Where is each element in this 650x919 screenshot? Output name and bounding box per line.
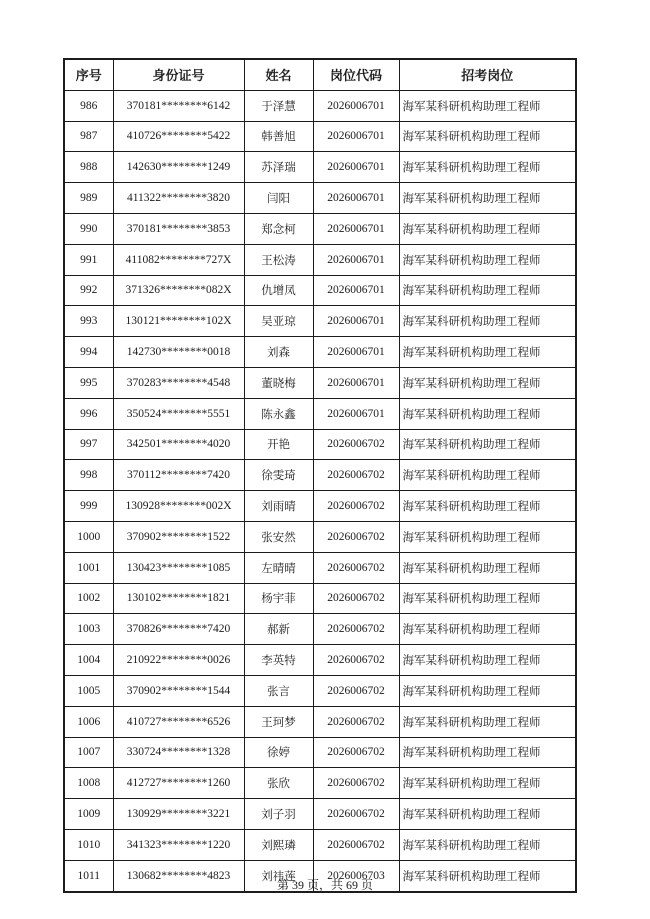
cell-position-code: 2026006701	[313, 337, 399, 368]
cell-serial: 986	[64, 90, 113, 121]
table-row	[64, 675, 576, 706]
cell-position-title: 海军某科研机构助理工程师	[399, 367, 576, 398]
cell-name: 刘森	[244, 337, 313, 368]
cell-id-number: 130121********102X	[113, 306, 244, 337]
table-row	[64, 398, 576, 429]
cell-name: 吴亚琼	[244, 306, 313, 337]
cell-serial: 1000	[64, 521, 113, 552]
table-row	[64, 799, 576, 830]
cell-position-code: 2026006702	[313, 614, 399, 645]
cell-serial: 1006	[64, 706, 113, 737]
cell-position-title: 海军某科研机构助理工程师	[399, 645, 576, 676]
cell-id-number: 371326********082X	[113, 275, 244, 306]
cell-id-number: 142730********0018	[113, 337, 244, 368]
cell-serial: 1002	[64, 583, 113, 614]
cell-id-number: 130102********1821	[113, 583, 244, 614]
cell-id-number: 330724********1328	[113, 737, 244, 768]
cell-position-title: 海军某科研机构助理工程师	[399, 552, 576, 583]
cell-position-title: 海军某科研机构助理工程师	[399, 860, 576, 891]
cell-position-title: 海军某科研机构助理工程师	[399, 799, 576, 830]
cell-position-code: 2026006702	[313, 768, 399, 799]
cell-name: 王珂梦	[244, 706, 313, 737]
cell-position-title: 海军某科研机构助理工程师	[399, 768, 576, 799]
cell-name: 仇增凤	[244, 275, 313, 306]
cell-position-code: 2026006701	[313, 398, 399, 429]
cell-position-title: 海军某科研机构助理工程师	[399, 614, 576, 645]
cell-id-number: 412727********1260	[113, 768, 244, 799]
cell-position-title: 海军某科研机构助理工程师	[399, 675, 576, 706]
table-row	[64, 645, 576, 676]
cell-position-title: 海军某科研机构助理工程师	[399, 521, 576, 552]
cell-position-code: 2026006702	[313, 645, 399, 676]
recruitment-candidates-table	[63, 58, 577, 893]
table-row	[64, 583, 576, 614]
cell-name: 闫阳	[244, 183, 313, 214]
table-row	[64, 552, 576, 583]
cell-id-number: 130423********1085	[113, 552, 244, 583]
cell-position-code: 2026006702	[313, 706, 399, 737]
cell-position-title: 海军某科研机构助理工程师	[399, 460, 576, 491]
cell-position-code: 2026006702	[313, 799, 399, 830]
cell-id-number: 342501********4020	[113, 429, 244, 460]
table-row	[64, 90, 576, 121]
cell-position-code: 2026006702	[313, 552, 399, 583]
table-row	[64, 275, 576, 306]
table-row	[64, 152, 576, 183]
cell-id-number: 411082********727X	[113, 244, 244, 275]
cell-serial: 1010	[64, 829, 113, 860]
cell-name: 徐婷	[244, 737, 313, 768]
cell-name: 王松涛	[244, 244, 313, 275]
cell-name: 郑念柯	[244, 213, 313, 244]
table-row	[64, 367, 576, 398]
cell-position-title: 海军某科研机构助理工程师	[399, 90, 576, 121]
cell-name: 张言	[244, 675, 313, 706]
table-row	[64, 737, 576, 768]
cell-position-title: 海军某科研机构助理工程师	[399, 429, 576, 460]
table-row	[64, 183, 576, 214]
cell-id-number: 130682********4823	[113, 860, 244, 891]
cell-position-code: 2026006702	[313, 429, 399, 460]
cell-id-number: 130928********002X	[113, 491, 244, 522]
cell-serial: 1001	[64, 552, 113, 583]
table-row	[64, 244, 576, 275]
table-row	[64, 306, 576, 337]
cell-serial: 1003	[64, 614, 113, 645]
cell-position-title: 海军某科研机构助理工程师	[399, 275, 576, 306]
cell-serial: 999	[64, 491, 113, 522]
cell-id-number: 130929********3221	[113, 799, 244, 830]
cell-id-number: 210922********0026	[113, 645, 244, 676]
cell-id-number: 370826********7420	[113, 614, 244, 645]
cell-id-number: 410727********6526	[113, 706, 244, 737]
table-header-row	[64, 59, 576, 90]
cell-position-title: 海军某科研机构助理工程师	[399, 398, 576, 429]
cell-serial: 1009	[64, 799, 113, 830]
cell-position-title: 海军某科研机构助理工程师	[399, 829, 576, 860]
cell-position-title: 海军某科研机构助理工程师	[399, 737, 576, 768]
table-row	[64, 491, 576, 522]
cell-position-code: 2026006701	[313, 90, 399, 121]
cell-position-code: 2026006701	[313, 275, 399, 306]
table-row	[64, 337, 576, 368]
cell-name: 刘祎莲	[244, 860, 313, 891]
cell-name: 韩善旭	[244, 121, 313, 152]
cell-id-number: 370112********7420	[113, 460, 244, 491]
cell-position-code: 2026006701	[313, 121, 399, 152]
cell-name: 开艳	[244, 429, 313, 460]
cell-position-code: 2026006701	[313, 213, 399, 244]
cell-serial: 1005	[64, 675, 113, 706]
table-body	[64, 90, 576, 891]
cell-position-title: 海军某科研机构助理工程师	[399, 121, 576, 152]
cell-name: 刘雨晴	[244, 491, 313, 522]
cell-name: 杨宇菲	[244, 583, 313, 614]
cell-name: 张安然	[244, 521, 313, 552]
cell-position-title: 海军某科研机构助理工程师	[399, 152, 576, 183]
table-row	[64, 614, 576, 645]
column-header-position-code: 岗位代码	[313, 59, 399, 90]
cell-id-number: 370181********3853	[113, 213, 244, 244]
cell-serial: 987	[64, 121, 113, 152]
cell-serial: 1008	[64, 768, 113, 799]
table-row	[64, 460, 576, 491]
cell-serial: 992	[64, 275, 113, 306]
cell-position-code: 2026006701	[313, 306, 399, 337]
cell-serial: 996	[64, 398, 113, 429]
cell-serial: 995	[64, 367, 113, 398]
column-header-position-title: 招考岗位	[399, 59, 576, 90]
cell-name: 刘子羽	[244, 799, 313, 830]
cell-id-number: 410726********5422	[113, 121, 244, 152]
cell-name: 刘熙璘	[244, 829, 313, 860]
cell-serial: 990	[64, 213, 113, 244]
table-row	[64, 829, 576, 860]
cell-position-title: 海军某科研机构助理工程师	[399, 491, 576, 522]
cell-position-code: 2026006701	[313, 367, 399, 398]
cell-name: 陈永鑫	[244, 398, 313, 429]
cell-position-code: 2026006702	[313, 829, 399, 860]
cell-position-code: 2026006702	[313, 460, 399, 491]
cell-serial: 997	[64, 429, 113, 460]
cell-serial: 988	[64, 152, 113, 183]
cell-position-code: 2026006703	[313, 860, 399, 891]
cell-serial: 1004	[64, 645, 113, 676]
cell-name: 张欣	[244, 768, 313, 799]
column-header-name: 姓名	[244, 59, 313, 90]
cell-serial: 1007	[64, 737, 113, 768]
cell-name: 徐雯琦	[244, 460, 313, 491]
cell-position-code: 2026006701	[313, 244, 399, 275]
cell-serial: 991	[64, 244, 113, 275]
cell-id-number: 341323********1220	[113, 829, 244, 860]
cell-id-number: 370283********4548	[113, 367, 244, 398]
cell-position-code: 2026006702	[313, 737, 399, 768]
cell-position-title: 海军某科研机构助理工程师	[399, 306, 576, 337]
cell-serial: 993	[64, 306, 113, 337]
column-header-id-number: 身份证号	[113, 59, 244, 90]
cell-position-code: 2026006702	[313, 675, 399, 706]
table-row	[64, 768, 576, 799]
cell-serial: 998	[64, 460, 113, 491]
table-row	[64, 706, 576, 737]
table-row	[64, 429, 576, 460]
cell-id-number: 370181********6142	[113, 90, 244, 121]
cell-position-code: 2026006701	[313, 152, 399, 183]
cell-serial: 994	[64, 337, 113, 368]
cell-serial: 1011	[64, 860, 113, 891]
cell-id-number: 370902********1544	[113, 675, 244, 706]
cell-position-title: 海军某科研机构助理工程师	[399, 583, 576, 614]
cell-id-number: 411322********3820	[113, 183, 244, 214]
cell-position-title: 海军某科研机构助理工程师	[399, 183, 576, 214]
cell-id-number: 142630********1249	[113, 152, 244, 183]
table-row	[64, 121, 576, 152]
cell-name: 左晴晴	[244, 552, 313, 583]
cell-id-number: 350524********5551	[113, 398, 244, 429]
cell-name: 郝新	[244, 614, 313, 645]
cell-position-code: 2026006702	[313, 521, 399, 552]
cell-name: 苏泽瑞	[244, 152, 313, 183]
cell-position-code: 2026006701	[313, 183, 399, 214]
cell-position-title: 海军某科研机构助理工程师	[399, 244, 576, 275]
table-row	[64, 213, 576, 244]
cell-name: 于泽慧	[244, 90, 313, 121]
cell-name: 董晓梅	[244, 367, 313, 398]
cell-serial: 989	[64, 183, 113, 214]
cell-position-code: 2026006702	[313, 583, 399, 614]
cell-id-number: 370902********1522	[113, 521, 244, 552]
column-header-serial: 序号	[64, 59, 113, 90]
cell-position-title: 海军某科研机构助理工程师	[399, 337, 576, 368]
table-row	[64, 521, 576, 552]
cell-position-code: 2026006702	[313, 491, 399, 522]
page-number-footer: 第 39 页，共 69 页	[276, 878, 373, 892]
cell-position-title: 海军某科研机构助理工程师	[399, 706, 576, 737]
cell-name: 李英特	[244, 645, 313, 676]
cell-position-title: 海军某科研机构助理工程师	[399, 213, 576, 244]
